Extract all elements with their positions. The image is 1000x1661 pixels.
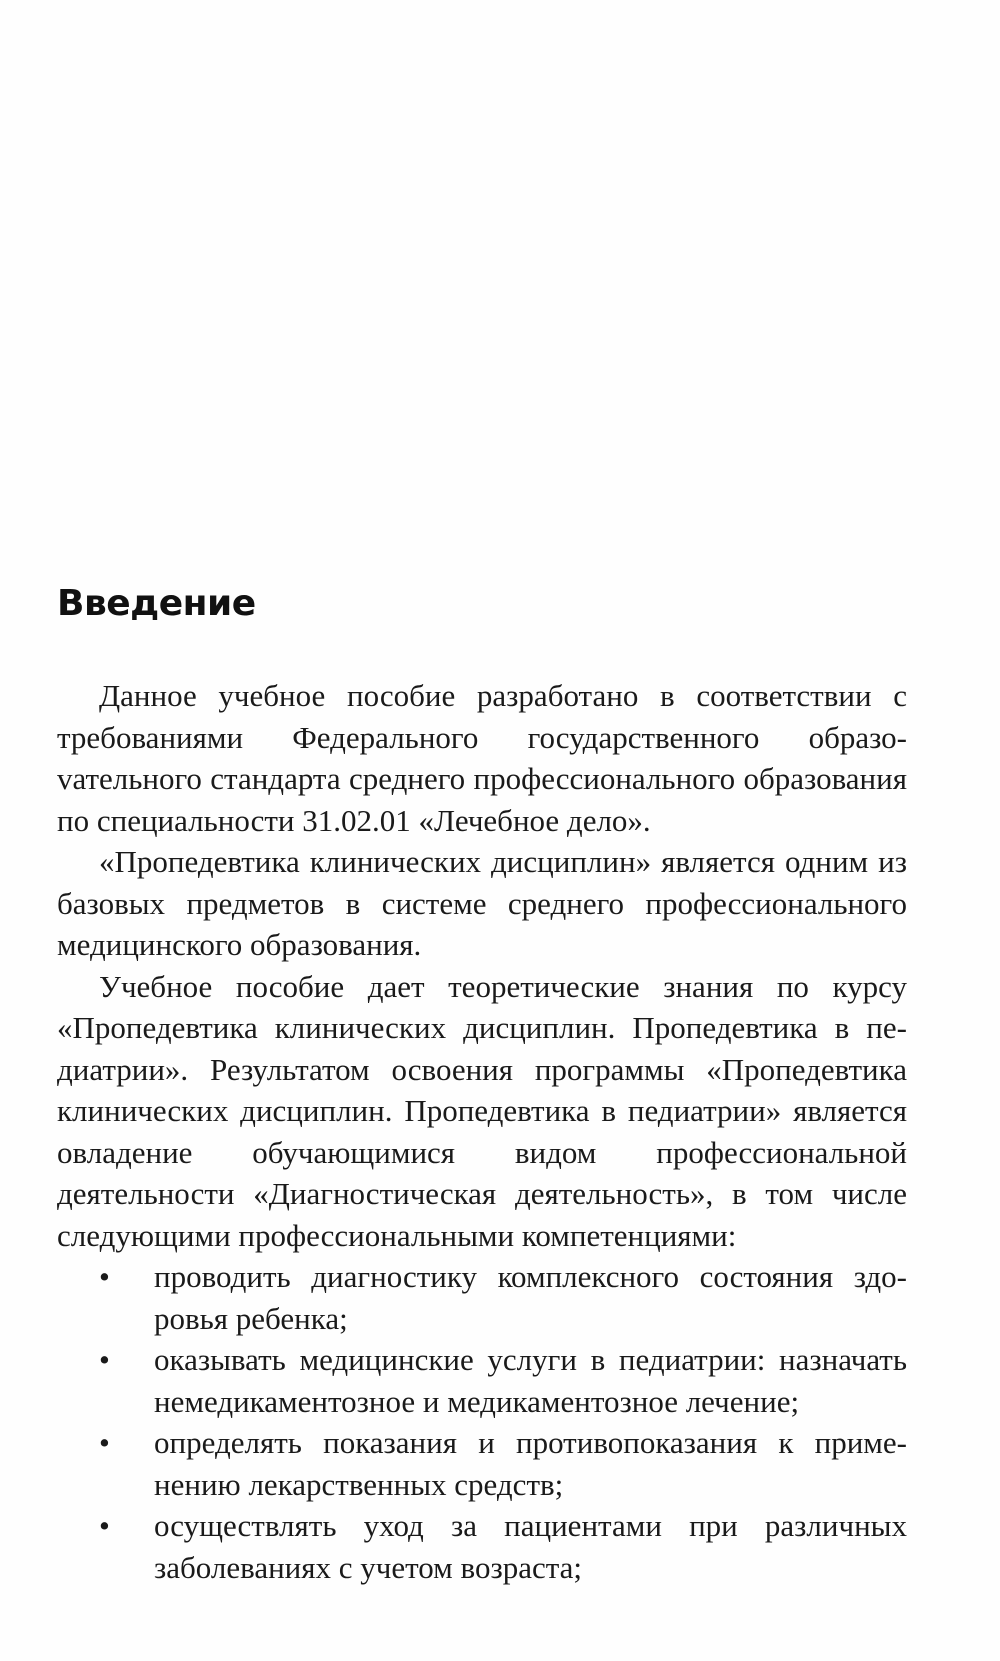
list-item-text: определять показания и противопоказания к применению лекарственных средств;: [154, 1425, 907, 1502]
list-item: [57, 1422, 907, 1505]
body-text: [57, 675, 907, 1588]
paragraph-subject: «Пропедевтика клинических дисциплин» является одним из базовых предметов в системе среднего профессионального медицинского образования.: [57, 844, 907, 962]
paragraph-standard: Данное учебное пособие разработано в соответствии с требованиями Федерального государственного образоvательного стандарта среднего профессионального образования по специальности 31.02.01 «Лечебное дело».: [57, 678, 907, 838]
list-item-text: оказывать медицинские услуги в педиатрии: назначать немедикаментозное и медикаментозное лечение;: [154, 1342, 907, 1419]
list-item-text: осуществлять уход за пациентами при различных заболеваниях с учетом возраста;: [154, 1508, 907, 1585]
competency-list: [57, 1256, 907, 1588]
section-heading: Введение: [57, 583, 256, 624]
list-item: [57, 1256, 907, 1339]
bullet-icon: •: [99, 1259, 110, 1294]
list-item-text: проводить диагностику комплексного состояния здоровья ребенка;: [154, 1259, 907, 1336]
list-item: [57, 1339, 907, 1422]
bullet-icon: •: [99, 1342, 110, 1377]
list-item: [57, 1505, 907, 1588]
paragraph-competencies: Учебное пособие дает теоретические знания по курсу «Пропедевтика клинических дисциплин. Пропедевтика в педиатрии». Результатом освоения программы «Пропедевтика клинических дисциплин. Пропедевтика в педиатрии» является овладение обучающимися видом профессиональной деятельности «Диагностическая деятельность», в том числе следующими профессиональными компетенциями:: [57, 968, 907, 1253]
bullet-icon: •: [99, 1508, 110, 1543]
bullet-icon: •: [99, 1425, 110, 1460]
